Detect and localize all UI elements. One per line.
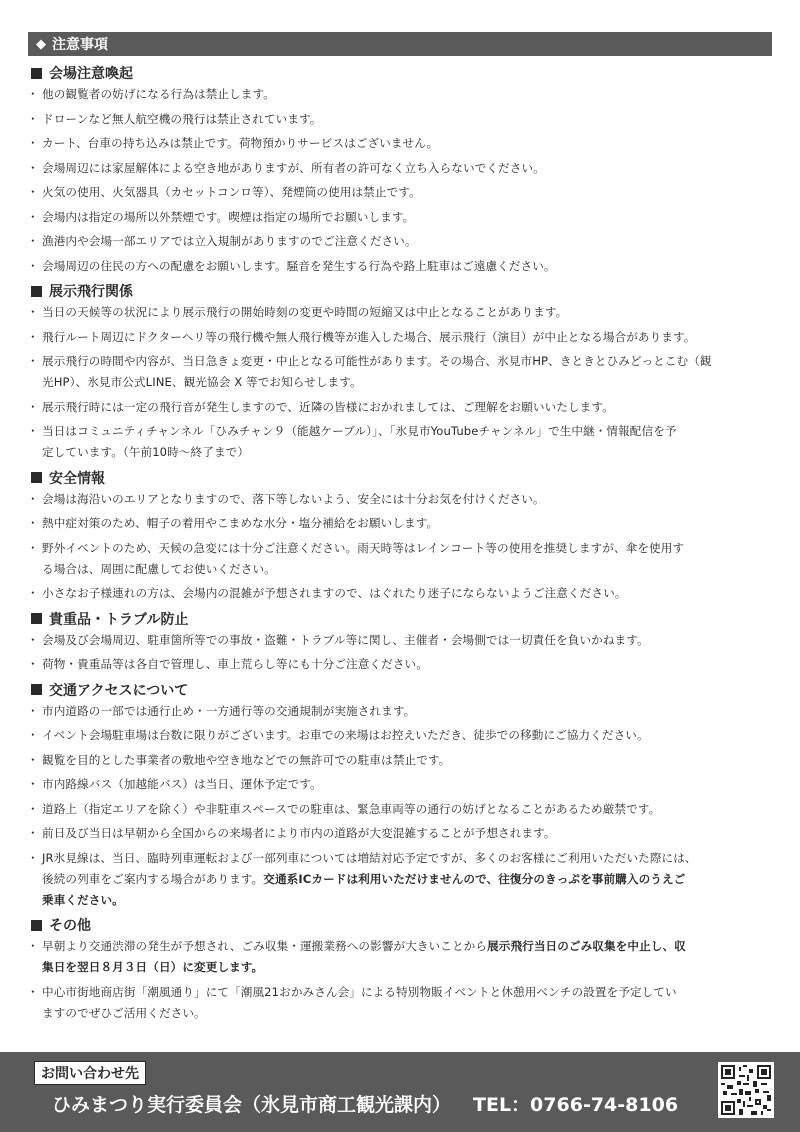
- section-title-safety: 安全情報: [28, 467, 772, 489]
- list-item: ・ 会場周辺には家屋解体による空き地がありますが、所有者の許可なく立ち入らないでください。: [28, 158, 772, 179]
- qr-code-graphic: [721, 1065, 771, 1115]
- list-item: ・ 会場内は指定の場所以外禁煙です。喫煙は指定の場所でお願いします。: [28, 207, 772, 228]
- safety-list: [28, 489, 772, 605]
- square-bullet-icon: [31, 68, 42, 79]
- list-item: ・ 市内路線バス（加越能バス）は当日、運休予定です。: [28, 774, 772, 795]
- list-item: ・ 野外イベントのため、天候の急変には十分ご注意ください。雨天時等はレインコート等の使用を推奨しますが、傘を使用す る場合は、周囲に配慮してお使いください。: [28, 538, 772, 580]
- square-bullet-icon: [31, 472, 42, 483]
- section-title-access: 交通アクセスについて: [28, 679, 772, 701]
- list-item: ・ ドローンなど無人航空機の飛行は禁止されています。: [28, 109, 772, 130]
- list-item: ・ 当日はコミュニティチャンネル「ひみチャン９（能越ケーブル）」、「氷見市YouTubeチャンネル」で生中継・情報配信を予 定しています。（午前10時～終了まで）: [28, 421, 772, 463]
- list-item: ・ 当日の天候等の状況により展示飛行の開始時刻の変更や時間の短縮又は中止となることがあります。: [28, 302, 772, 323]
- phone-number: TEL：0766-74-8106: [473, 1094, 679, 1116]
- list-item: ・ 荷物・貴重品等は各自で管理し、車上荒らし等にも十分ご注意ください。: [28, 654, 772, 675]
- list-item: ・ 展示飛行時には一定の飛行音が発生しますので、近隣の皆様におかれましては、ご理解をお願いいたします。: [28, 397, 772, 418]
- list-item: ・ 市内道路の一部では通行止め・一方通行等の交通規制が実施されます。: [28, 701, 772, 722]
- organization-name: ひみまつり実行委員会（氷見市商工観光課内）: [52, 1094, 452, 1116]
- notice-header: [28, 32, 772, 56]
- list-item: ・ 早朝より交通渋滞の発生が予想され、ごみ収集・運搬業務への影響が大きいことから展示飛行当日のごみ収集を中止し、収 集日を翌日８月３日（日）に変更します。: [28, 936, 772, 978]
- ic-card-notice: 交通系ICカードは利用いただけませんので、往復分のきっぷを事前購入のうえご: [263, 871, 686, 886]
- section-title-venue: 会場注意喚起: [28, 62, 772, 84]
- list-item: ・ 会場は海沿いのエリアとなりますので、落下等しないよう、安全には十分お気を付けください。: [28, 489, 772, 510]
- venue-list: [28, 84, 772, 277]
- list-item: ・ 会場周辺の住民の方への配慮をお願いします。騒音を発生する行為や路上駐車はご遠慮ください。: [28, 256, 772, 277]
- access-list: [28, 701, 772, 911]
- list-item: ・ 飛行ルート周辺にドクターヘリ等の飛行機や無人飛行機等が進入した場合、展示飛行（演目）が中止となる場合があります。: [28, 327, 772, 348]
- qr-code-icon[interactable]: [718, 1062, 774, 1118]
- flight-list: [28, 302, 772, 463]
- square-bullet-icon: [31, 684, 42, 695]
- garbage-notice: 展示飛行当日のごみ収集を中止し、収: [487, 939, 686, 953]
- list-item: ・ JR氷見線は、当日、臨時列車運転および一部列車については増結対応予定ですが、多くのお客様にご利用いただいた際には、 後続の列車をご案内する場合があります。交通系ICカードは利用いただけませんので、往復分のきっぷを事前購入のうえご 乗車ください。: [28, 848, 772, 911]
- list-item: ・ 漁港内や会場一部エリアでは立入規制がありますのでご注意ください。: [28, 231, 772, 252]
- list-item: ・ 中心市街地商店街「潮風通り」にて「潮風21おかみさん会」による特別物販イベントと休憩用ベンチの設置を予定してい ますのでぜひご活用ください。: [28, 982, 772, 1024]
- list-item: ・ 道路上（指定エリアを除く）や非駐車スペースでの駐車は、緊急車両等の通行の妨げとなることがあるため厳禁です。: [28, 799, 772, 820]
- square-bullet-icon: [31, 920, 42, 931]
- diamond-icon: ◆: [36, 36, 46, 52]
- notice-content: [28, 60, 772, 1027]
- square-bullet-icon: [31, 613, 42, 624]
- other-list: [28, 936, 772, 1024]
- section-title-other: その他: [28, 914, 772, 936]
- notice-title: 注意事項: [52, 37, 108, 53]
- section-title-flight: 展示飛行関係: [28, 280, 772, 302]
- valuables-list: [28, 630, 772, 676]
- list-item: ・ 前日及び当日は早朝から全国からの来場者により市内の道路が大変混雑することが予想されます。: [28, 823, 772, 844]
- contact-label: お問い合わせ先: [34, 1061, 146, 1085]
- square-bullet-icon: [31, 286, 42, 297]
- list-item: ・ カート、台車の持ち込みは禁止です。荷物預かりサービスはございません。: [28, 133, 772, 154]
- list-item: ・ 会場及び会場周辺、駐車箇所等での事故・盗難・トラブル等に関し、主催者・会場側では一切責任を負いかねます。: [28, 630, 772, 651]
- list-item: ・ 展示飛行の時間や内容が、当日急きょ変更・中止となる可能性があります。その場合、氷見市HP、きときとひみどっとこむ（観 光HP）、氷見市公式LINE、観光協会 X 等でお知らせします。: [28, 351, 772, 393]
- organization-line: [52, 1090, 678, 1117]
- list-item: ・ 火気の使用、火気器具（カセットコンロ等）、発煙筒の使用は禁止です。: [28, 182, 772, 203]
- contact-footer: [0, 1052, 800, 1132]
- list-item: ・ 熱中症対策のため、帽子の着用やこまめな水分・塩分補給をお願いします。: [28, 513, 772, 534]
- list-item: ・ 観覧を目的とした事業者の敷地や空き地などでの無許可での駐車は禁止です。: [28, 750, 772, 771]
- list-item: ・ イベント会場駐車場は台数に限りがございます。お車での来場はお控えいただき、徒歩での移動にご協力ください。: [28, 725, 772, 746]
- list-item: ・ 小さなお子様連れの方は、会場内の混雑が予想されますので、はぐれたり迷子にならないようご注意ください。: [28, 583, 772, 604]
- list-item: ・ 他の観覧者の妨げになる行為は禁止します。: [28, 84, 772, 105]
- section-title-valuables: 貴重品・トラブル防止: [28, 608, 772, 630]
